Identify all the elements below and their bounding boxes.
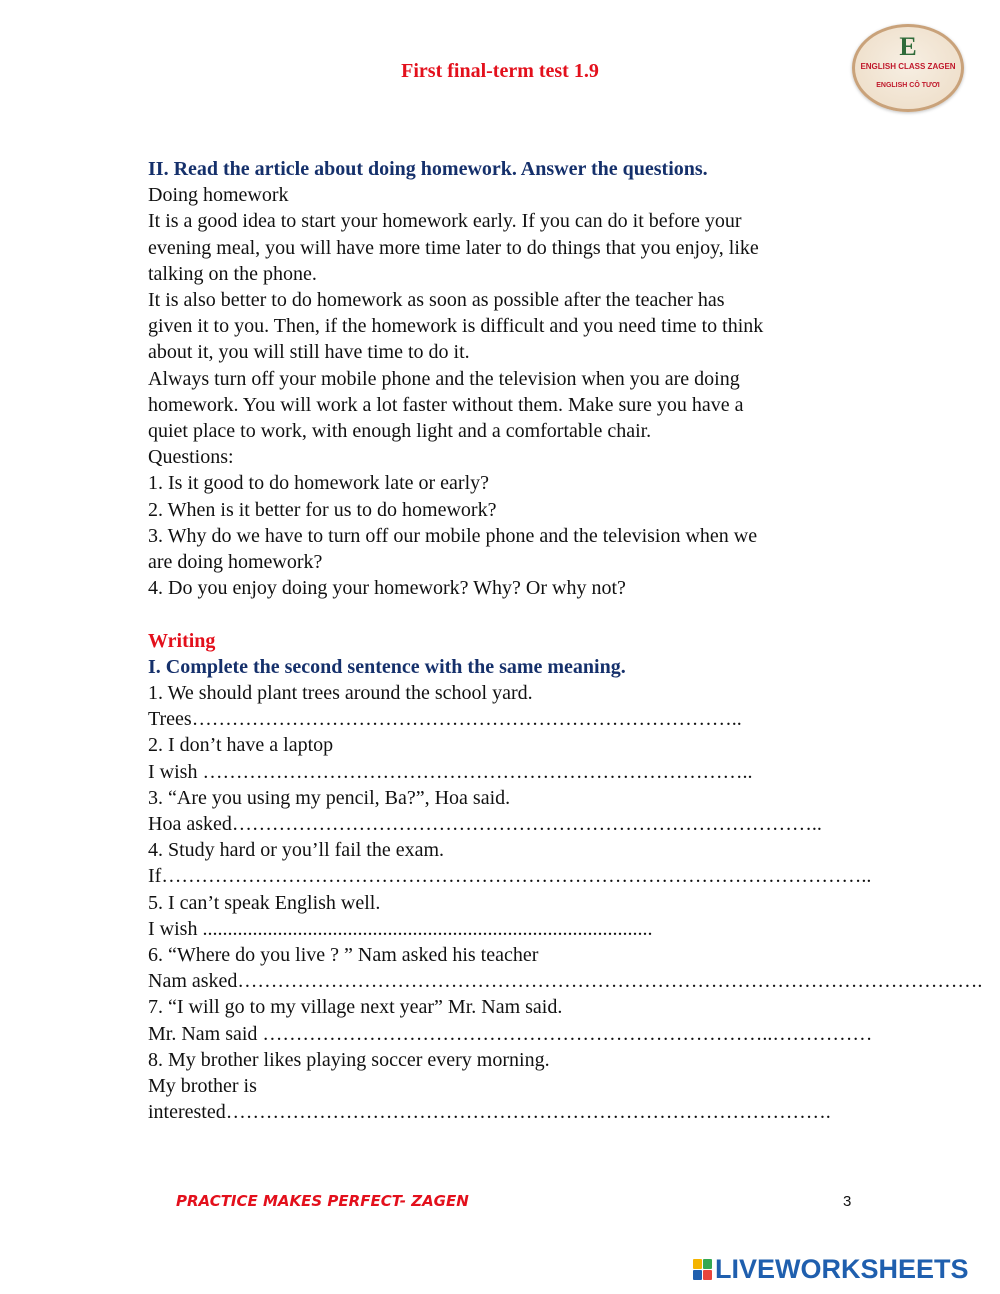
article-line: Always turn off your mobile phone and the television when you are doing <box>148 367 740 390</box>
writing-line: 5. I can’t speak English well. <box>148 891 381 914</box>
article-line: evening meal, you will have more time later to do things that you enjoy, like <box>148 236 759 259</box>
article-line: It is a good idea to start your homework early. If you can do it before your <box>148 210 742 233</box>
logo-block <box>693 1259 702 1269</box>
liveworksheets-brand[interactable] <box>693 1253 993 1285</box>
answer-line[interactable]: Mr. Nam said …………………………………………………………………..…………… <box>148 1022 873 1045</box>
answer-line[interactable]: If…………………………………………………………………………………………….. <box>148 865 872 888</box>
answer-line[interactable]: I wish ……………………………………………………………………….. <box>148 760 753 783</box>
writing-line: 7. “I will go to my village next year” Mr. Nam said. <box>148 996 563 1019</box>
article-title: Doing homework <box>148 184 289 207</box>
school-logo <box>852 24 964 112</box>
writing-line: 4. Study hard or you’ll fail the exam. <box>148 839 445 862</box>
writing-line: 1. We should plant trees around the school yard. <box>148 682 533 705</box>
logo-text-line1: ENGLISH CLASS ZAGEN <box>860 62 956 71</box>
liveworksheets-wordmark: LIVEWORKSHEETS <box>715 1254 969 1284</box>
liveworksheets-logo-icon <box>693 1259 713 1281</box>
worksheet-content <box>148 156 983 1126</box>
answer-line[interactable]: Trees……………………………………………………………………….. <box>148 708 742 731</box>
section-gap <box>148 601 868 627</box>
article-line: talking on the phone. <box>148 262 317 285</box>
page-title: First final-term test 1.9 <box>401 60 599 82</box>
logo-text-line2: ENGLISH CÔ TƯƠI <box>876 82 940 89</box>
question-line: 2. When is it better for us to do homework? <box>148 498 497 521</box>
writing-line: 2. I don’t have a laptop <box>148 734 334 757</box>
logo-block <box>703 1259 712 1269</box>
writing-line: 3. “Are you using my pencil, Ba?”, Hoa said. <box>148 786 511 809</box>
writing-line: 8. My brother likes playing soccer every morning. <box>148 1048 550 1071</box>
article-line: about it, you will still have time to do it. <box>148 341 470 364</box>
page-number: 3 <box>843 1193 852 1210</box>
answer-line[interactable]: interested………………………………………………………………………………. <box>148 1101 831 1124</box>
question-line: 3. Why do we have to turn off our mobile phone and the television when we <box>148 524 758 547</box>
answer-line[interactable]: Hoa asked…………………………………………………………………………….. <box>148 813 822 836</box>
article-line: given it to you. Then, if the homework is difficult and you need time to think <box>148 315 764 338</box>
footer-motto: PRACTICE MAKES PERFECT- ZAGEN <box>176 1192 469 1210</box>
answer-line[interactable]: Nam asked…………………………………………………………………………………………………. <box>148 970 983 993</box>
writing-section-title: Writing <box>148 629 216 652</box>
answer-line[interactable]: I wish .......................................................................................... <box>148 917 653 940</box>
writing-line: 6. “Where do you live ? ” Nam asked his teacher <box>148 944 539 967</box>
logo-letter: E <box>899 32 917 61</box>
writing-line: My brother is <box>148 1075 257 1098</box>
article-line: homework. You will work a lot faster without them. Make sure you have a <box>148 393 744 416</box>
reading-heading: II. Read the article about doing homework. Answer the questions. <box>148 158 708 180</box>
question-line: are doing homework? <box>148 551 323 574</box>
article-line: quiet place to work, with enough light and a comfortable chair. <box>148 420 652 443</box>
article-line: It is also better to do homework as soon as possible after the teacher has <box>148 289 725 312</box>
logo-block <box>703 1270 712 1280</box>
writing-heading: I. Complete the second sentence with the same meaning. <box>148 655 626 678</box>
question-line: 4. Do you enjoy doing your homework? Why? Or why not? <box>148 577 626 600</box>
question-line: 1. Is it good to do homework late or early? <box>148 472 490 495</box>
logo-block <box>693 1270 702 1280</box>
questions-label: Questions: <box>148 446 234 469</box>
